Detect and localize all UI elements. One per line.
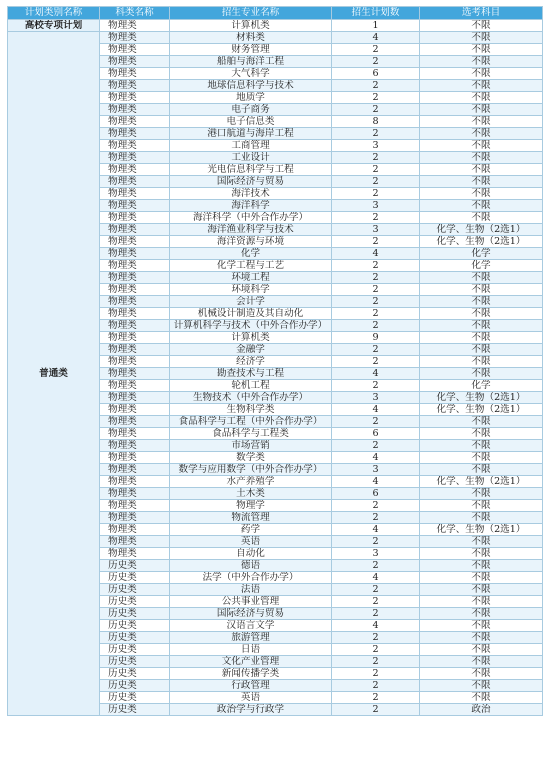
plan-count-cell: 2 (332, 296, 420, 308)
major-name-cell: 生物科学类 (170, 404, 332, 416)
required-subjects-cell: 不限 (420, 20, 543, 32)
major-name-cell: 会计学 (170, 296, 332, 308)
major-name-cell: 食品科学与工程（中外合作办学） (170, 416, 332, 428)
required-subjects-cell: 不限 (420, 536, 543, 548)
plan-count-cell: 2 (332, 380, 420, 392)
plan-count-cell: 2 (332, 284, 420, 296)
major-name-cell: 金融学 (170, 344, 332, 356)
required-subjects-cell: 不限 (420, 680, 543, 692)
required-subjects-cell: 化学、生物（2选1） (420, 392, 543, 404)
major-name-cell: 海洋渔业科学与技术 (170, 224, 332, 236)
major-name-cell: 计算机类 (170, 332, 332, 344)
required-subjects-cell: 化学 (420, 260, 543, 272)
subject-category-cell: 物理类 (100, 476, 170, 488)
major-name-cell: 数学与应用数学（中外合作办学） (170, 464, 332, 476)
subject-category-cell: 物理类 (100, 548, 170, 560)
subject-category-cell: 物理类 (100, 152, 170, 164)
major-name-cell: 海洋科学（中外合作办学） (170, 212, 332, 224)
major-name-cell: 财务管理 (170, 44, 332, 56)
plan-count-cell: 2 (332, 128, 420, 140)
table-header (8, 7, 543, 20)
major-name-cell: 土木类 (170, 488, 332, 500)
required-subjects-cell: 不限 (420, 164, 543, 176)
major-name-cell: 数学类 (170, 452, 332, 464)
major-name-cell: 化学工程与工艺 (170, 260, 332, 272)
major-name-cell: 光电信息科学与工程 (170, 164, 332, 176)
plan-count-cell: 2 (332, 104, 420, 116)
plan-count-cell: 2 (332, 308, 420, 320)
major-name-cell: 政治学与行政学 (170, 704, 332, 716)
major-name-cell: 计算机科学与技术（中外合作办学） (170, 320, 332, 332)
major-name-cell: 环境工程 (170, 272, 332, 284)
subject-category-cell: 物理类 (100, 128, 170, 140)
required-subjects-cell: 化学、生物（2选1） (420, 236, 543, 248)
subject-category-cell: 物理类 (100, 416, 170, 428)
required-subjects-cell: 不限 (420, 308, 543, 320)
plan-count-cell: 2 (332, 212, 420, 224)
plan-count-cell: 2 (332, 260, 420, 272)
required-subjects-cell: 不限 (420, 428, 543, 440)
plan-count-cell: 6 (332, 68, 420, 80)
major-name-cell: 国际经济与贸易 (170, 608, 332, 620)
required-subjects-cell: 政治 (420, 704, 543, 716)
major-name-cell: 英语 (170, 692, 332, 704)
subject-category-cell: 物理类 (100, 284, 170, 296)
major-name-cell: 电子商务 (170, 104, 332, 116)
required-subjects-cell: 不限 (420, 116, 543, 128)
major-name-cell: 文化产业管理 (170, 656, 332, 668)
required-subjects-cell: 不限 (420, 296, 543, 308)
plan-count-cell: 2 (332, 356, 420, 368)
plan-count-cell: 3 (332, 200, 420, 212)
header-row (8, 7, 543, 20)
plan-count-cell: 3 (332, 140, 420, 152)
required-subjects-cell: 不限 (420, 272, 543, 284)
subject-category-cell: 物理类 (100, 80, 170, 92)
plan-count-cell: 4 (332, 404, 420, 416)
required-subjects-cell: 不限 (420, 80, 543, 92)
required-subjects-cell: 不限 (420, 620, 543, 632)
required-subjects-cell: 不限 (420, 320, 543, 332)
major-name-cell: 食品科学与工程类 (170, 428, 332, 440)
subject-category-cell: 物理类 (100, 224, 170, 236)
required-subjects-cell: 化学、生物（2选1） (420, 524, 543, 536)
major-name-cell: 自动化 (170, 548, 332, 560)
plan-count-cell: 6 (332, 488, 420, 500)
subject-category-cell: 物理类 (100, 260, 170, 272)
subject-category-cell: 历史类 (100, 704, 170, 716)
required-subjects-cell: 不限 (420, 44, 543, 56)
table-row (8, 32, 543, 44)
subject-category-cell: 物理类 (100, 428, 170, 440)
subject-category-cell: 物理类 (100, 212, 170, 224)
major-name-cell: 港口航道与海岸工程 (170, 128, 332, 140)
required-subjects-cell: 不限 (420, 644, 543, 656)
subject-category-cell: 物理类 (100, 536, 170, 548)
subject-category-cell: 物理类 (100, 440, 170, 452)
plan-count-cell: 1 (332, 20, 420, 32)
plan-count-cell: 2 (332, 704, 420, 716)
required-subjects-cell: 化学、生物（2选1） (420, 224, 543, 236)
plan-count-cell: 2 (332, 188, 420, 200)
required-subjects-cell: 不限 (420, 548, 543, 560)
required-subjects-cell: 不限 (420, 128, 543, 140)
table-row (8, 20, 543, 32)
plan-count-cell: 4 (332, 32, 420, 44)
header-subject-category: 科类名称 (100, 7, 170, 20)
major-name-cell: 市场营销 (170, 440, 332, 452)
subject-category-cell: 物理类 (100, 344, 170, 356)
plan-count-cell: 4 (332, 248, 420, 260)
subject-category-cell: 物理类 (100, 116, 170, 128)
major-name-cell: 水产养殖学 (170, 476, 332, 488)
required-subjects-cell: 化学、生物（2选1） (420, 476, 543, 488)
required-subjects-cell: 不限 (420, 560, 543, 572)
subject-category-cell: 物理类 (100, 296, 170, 308)
plan-count-cell: 3 (332, 548, 420, 560)
plan-count-cell: 3 (332, 464, 420, 476)
major-name-cell: 化学 (170, 248, 332, 260)
major-name-cell: 材料类 (170, 32, 332, 44)
major-name-cell: 德语 (170, 560, 332, 572)
plan-count-cell: 9 (332, 332, 420, 344)
subject-category-cell: 物理类 (100, 92, 170, 104)
subject-category-cell: 物理类 (100, 248, 170, 260)
required-subjects-cell: 化学、生物（2选1） (420, 404, 543, 416)
subject-category-cell: 物理类 (100, 392, 170, 404)
plan-count-cell: 2 (332, 644, 420, 656)
subject-category-cell: 物理类 (100, 20, 170, 32)
plan-count-cell: 2 (332, 164, 420, 176)
major-name-cell: 地球信息科学与技术 (170, 80, 332, 92)
required-subjects-cell: 不限 (420, 212, 543, 224)
subject-category-cell: 历史类 (100, 596, 170, 608)
plan-category-cell: 普通类 (8, 32, 100, 716)
required-subjects-cell: 不限 (420, 32, 543, 44)
plan-count-cell: 2 (332, 680, 420, 692)
plan-count-cell: 3 (332, 392, 420, 404)
plan-count-cell: 4 (332, 620, 420, 632)
required-subjects-cell: 化学 (420, 380, 543, 392)
major-name-cell: 海洋科学 (170, 200, 332, 212)
plan-count-cell: 8 (332, 116, 420, 128)
plan-count-cell: 4 (332, 572, 420, 584)
subject-category-cell: 物理类 (100, 320, 170, 332)
required-subjects-cell: 不限 (420, 56, 543, 68)
subject-category-cell: 物理类 (100, 56, 170, 68)
plan-count-cell: 3 (332, 224, 420, 236)
subject-category-cell: 物理类 (100, 176, 170, 188)
required-subjects-cell: 不限 (420, 92, 543, 104)
plan-category-cell: 高校专项计划 (8, 20, 100, 32)
subject-category-cell: 历史类 (100, 632, 170, 644)
major-name-cell: 英语 (170, 536, 332, 548)
required-subjects-cell: 不限 (420, 692, 543, 704)
subject-category-cell: 物理类 (100, 356, 170, 368)
subject-category-cell: 物理类 (100, 68, 170, 80)
major-name-cell: 勘查技术与工程 (170, 368, 332, 380)
subject-category-cell: 物理类 (100, 188, 170, 200)
plan-count-cell: 2 (332, 440, 420, 452)
major-name-cell: 法语 (170, 584, 332, 596)
major-name-cell: 旅游管理 (170, 632, 332, 644)
required-subjects-cell: 不限 (420, 512, 543, 524)
plan-count-cell: 6 (332, 428, 420, 440)
major-name-cell: 法学（中外合作办学） (170, 572, 332, 584)
subject-category-cell: 历史类 (100, 680, 170, 692)
major-name-cell: 物流管理 (170, 512, 332, 524)
major-name-cell: 计算机类 (170, 20, 332, 32)
subject-category-cell: 历史类 (100, 560, 170, 572)
subject-category-cell: 历史类 (100, 692, 170, 704)
plan-count-cell: 2 (332, 416, 420, 428)
subject-category-cell: 物理类 (100, 32, 170, 44)
plan-count-cell: 2 (332, 512, 420, 524)
required-subjects-cell: 不限 (420, 356, 543, 368)
plan-count-cell: 2 (332, 584, 420, 596)
required-subjects-cell: 不限 (420, 332, 543, 344)
major-name-cell: 轮机工程 (170, 380, 332, 392)
subject-category-cell: 物理类 (100, 308, 170, 320)
subject-category-cell: 物理类 (100, 404, 170, 416)
subject-category-cell: 物理类 (100, 104, 170, 116)
plan-count-cell: 2 (332, 500, 420, 512)
required-subjects-cell: 不限 (420, 584, 543, 596)
major-name-cell: 新闻传播学类 (170, 668, 332, 680)
plan-count-cell: 4 (332, 476, 420, 488)
header-plan-category: 计划类别名称 (8, 7, 100, 20)
major-name-cell: 公共事业管理 (170, 596, 332, 608)
plan-count-cell: 2 (332, 152, 420, 164)
required-subjects-cell: 不限 (420, 464, 543, 476)
required-subjects-cell: 不限 (420, 632, 543, 644)
plan-count-cell: 2 (332, 344, 420, 356)
subject-category-cell: 历史类 (100, 656, 170, 668)
required-subjects-cell: 不限 (420, 452, 543, 464)
required-subjects-cell: 不限 (420, 68, 543, 80)
subject-category-cell: 物理类 (100, 140, 170, 152)
major-name-cell: 生物技术（中外合作办学） (170, 392, 332, 404)
required-subjects-cell: 不限 (420, 152, 543, 164)
required-subjects-cell: 不限 (420, 104, 543, 116)
subject-category-cell: 物理类 (100, 512, 170, 524)
required-subjects-cell: 不限 (420, 284, 543, 296)
required-subjects-cell: 不限 (420, 440, 543, 452)
plan-count-cell: 2 (332, 560, 420, 572)
subject-category-cell: 物理类 (100, 272, 170, 284)
major-name-cell: 汉语言文学 (170, 620, 332, 632)
required-subjects-cell: 不限 (420, 140, 543, 152)
plan-count-cell: 4 (332, 524, 420, 536)
major-name-cell: 环境科学 (170, 284, 332, 296)
subject-category-cell: 物理类 (100, 368, 170, 380)
plan-count-cell: 2 (332, 44, 420, 56)
plan-count-cell: 2 (332, 692, 420, 704)
plan-count-cell: 4 (332, 452, 420, 464)
plan-count-cell: 2 (332, 608, 420, 620)
required-subjects-cell: 不限 (420, 572, 543, 584)
major-name-cell: 经济学 (170, 356, 332, 368)
plan-count-cell: 2 (332, 668, 420, 680)
subject-category-cell: 历史类 (100, 608, 170, 620)
plan-count-cell: 2 (332, 656, 420, 668)
header-major-name: 招生专业名称 (170, 7, 332, 20)
required-subjects-cell: 不限 (420, 188, 543, 200)
subject-category-cell: 历史类 (100, 572, 170, 584)
admission-plan-table-container (7, 6, 542, 716)
required-subjects-cell: 不限 (420, 656, 543, 668)
major-name-cell: 药学 (170, 524, 332, 536)
major-name-cell: 工商管理 (170, 140, 332, 152)
subject-category-cell: 物理类 (100, 332, 170, 344)
required-subjects-cell: 不限 (420, 368, 543, 380)
plan-count-cell: 2 (332, 536, 420, 548)
subject-category-cell: 物理类 (100, 500, 170, 512)
major-name-cell: 大气科学 (170, 68, 332, 80)
major-name-cell: 船舶与海洋工程 (170, 56, 332, 68)
required-subjects-cell: 不限 (420, 176, 543, 188)
subject-category-cell: 历史类 (100, 584, 170, 596)
plan-count-cell: 2 (332, 80, 420, 92)
plan-count-cell: 2 (332, 236, 420, 248)
required-subjects-cell: 不限 (420, 416, 543, 428)
plan-count-cell: 2 (332, 56, 420, 68)
required-subjects-cell: 不限 (420, 668, 543, 680)
table-body (8, 20, 543, 716)
required-subjects-cell: 不限 (420, 344, 543, 356)
major-name-cell: 机械设计制造及其自动化 (170, 308, 332, 320)
subject-category-cell: 物理类 (100, 464, 170, 476)
subject-category-cell: 物理类 (100, 452, 170, 464)
required-subjects-cell: 不限 (420, 608, 543, 620)
subject-category-cell: 物理类 (100, 380, 170, 392)
required-subjects-cell: 化学 (420, 248, 543, 260)
plan-count-cell: 2 (332, 272, 420, 284)
major-name-cell: 海洋技术 (170, 188, 332, 200)
subject-category-cell: 物理类 (100, 44, 170, 56)
major-name-cell: 国际经济与贸易 (170, 176, 332, 188)
plan-count-cell: 2 (332, 92, 420, 104)
plan-count-cell: 2 (332, 176, 420, 188)
subject-category-cell: 物理类 (100, 164, 170, 176)
subject-category-cell: 物理类 (100, 200, 170, 212)
subject-category-cell: 物理类 (100, 488, 170, 500)
header-required-subjects: 选考科目 (420, 7, 543, 20)
major-name-cell: 电子信息类 (170, 116, 332, 128)
required-subjects-cell: 不限 (420, 596, 543, 608)
major-name-cell: 日语 (170, 644, 332, 656)
plan-count-cell: 2 (332, 596, 420, 608)
plan-count-cell: 2 (332, 632, 420, 644)
admission-plan-table (7, 6, 543, 716)
subject-category-cell: 历史类 (100, 620, 170, 632)
subject-category-cell: 物理类 (100, 524, 170, 536)
header-plan-count: 招生计划数 (332, 7, 420, 20)
major-name-cell: 物理学 (170, 500, 332, 512)
plan-count-cell: 4 (332, 368, 420, 380)
major-name-cell: 地质学 (170, 92, 332, 104)
plan-count-cell: 2 (332, 320, 420, 332)
required-subjects-cell: 不限 (420, 500, 543, 512)
major-name-cell: 工业设计 (170, 152, 332, 164)
major-name-cell: 行政管理 (170, 680, 332, 692)
required-subjects-cell: 不限 (420, 488, 543, 500)
subject-category-cell: 物理类 (100, 236, 170, 248)
major-name-cell: 海洋资源与环境 (170, 236, 332, 248)
subject-category-cell: 历史类 (100, 668, 170, 680)
subject-category-cell: 历史类 (100, 644, 170, 656)
required-subjects-cell: 不限 (420, 200, 543, 212)
